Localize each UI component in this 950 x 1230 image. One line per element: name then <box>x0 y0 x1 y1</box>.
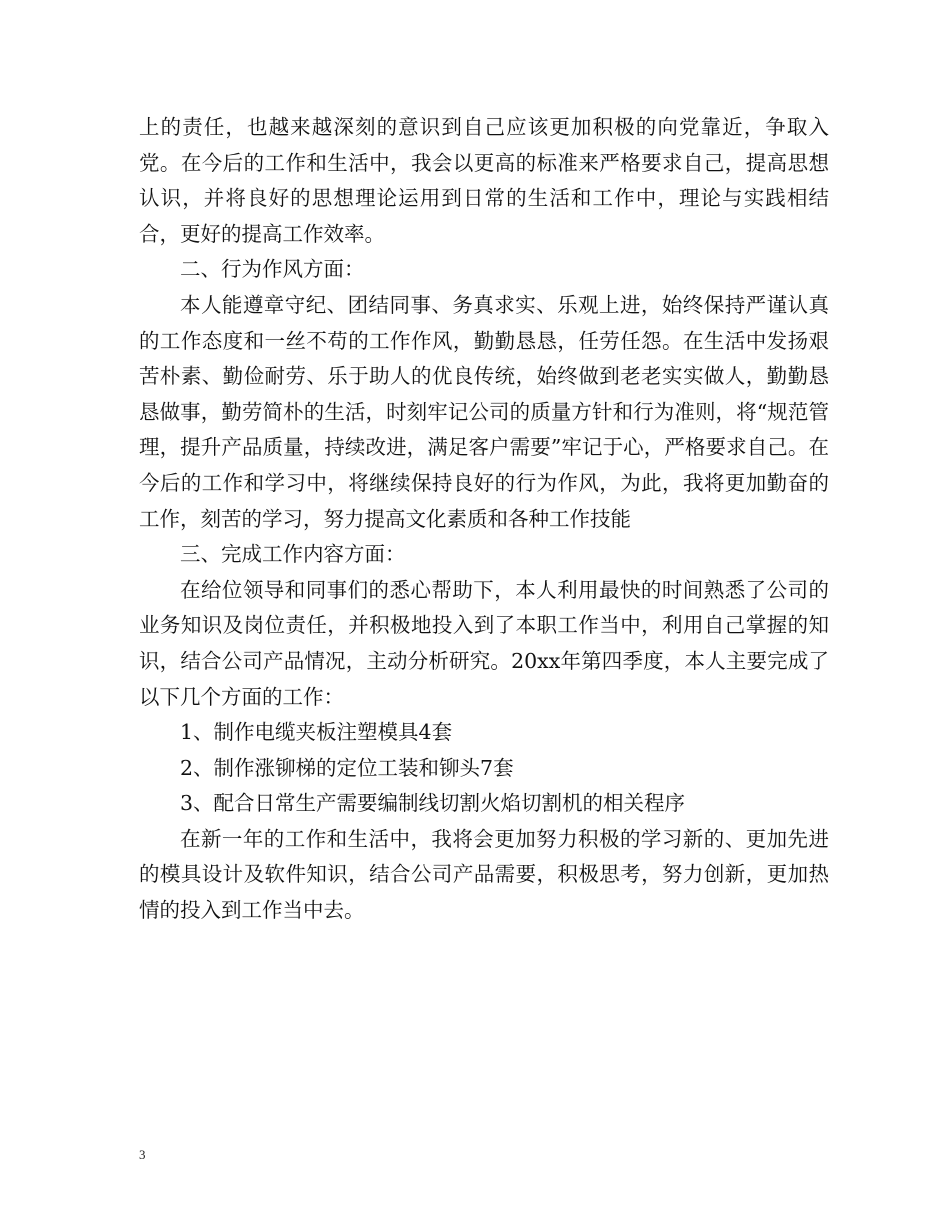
list-item-1: 1、制作电缆夹板注塑模具4套 <box>180 720 453 745</box>
paragraph-conduct: 本人能遵章守纪、团结同事、务真求实、乐观上进，始终保持严谨认真的工作态度和一丝不苟的工作作风，勤勤恳恳，任劳任怨。在生活中发扬艰苦朴素、勤俭耐劳、乐于助人的优良传统，始终做到老老实实做人，勤勤恳恳做事，勤劳简朴的生活，时刻牢记公司的质量方针和行为准则，将“规范管理，提升产品质量，持续改进，满足客户需要”牢记于心，严格要求自己。在今后的工作和学习中，将继续保持良好的行为作风，为此，我将更加勤奋的工作，刻苦的学习，努力提高文化素质和各种工作技能 <box>139 292 829 531</box>
paragraph-work-content: 在给位领导和同事们的悉心帮助下，本人利用最快的时间熟悉了公司的业务知识及岗位责任，并积极地投入到了本职工作当中，利用自己掌握的知识，结合公司产品情况，主动分析研究。20xx年第四季度，本人主要完成了以下几个方面的工作： <box>139 577 829 709</box>
paragraph-1: 上的责任，也越来越深刻的意识到自己应该更加积极的向党靠近，争取入党。在今后的工作和生活中，我会以更高的标准来严格要求自己，提高思想认识，并将良好的思想理论运用到日常的生活和工作中，理论与实践相结合，更好的提高工作效率。 <box>139 115 829 246</box>
page-number: 3 <box>139 1147 146 1162</box>
document-body <box>139 110 829 929</box>
section-heading-conduct: 二、行为作风方面： <box>180 257 365 282</box>
section-heading-work-content: 三、完成工作内容方面： <box>180 542 406 567</box>
paragraph-closing: 在新一年的工作和生活中，我将会更加努力积极的学习新的、更加先进的模具设计及软件知识，结合公司产品需要，积极思考，努力创新，更加热情的投入到工作当中去。 <box>139 826 829 923</box>
list-item-3: 3、配合日常生产需要编制线切割火焰切割机的相关程序 <box>180 791 686 816</box>
list-item-2: 2、制作涨铆梯的定位工装和铆头7套 <box>180 755 514 780</box>
